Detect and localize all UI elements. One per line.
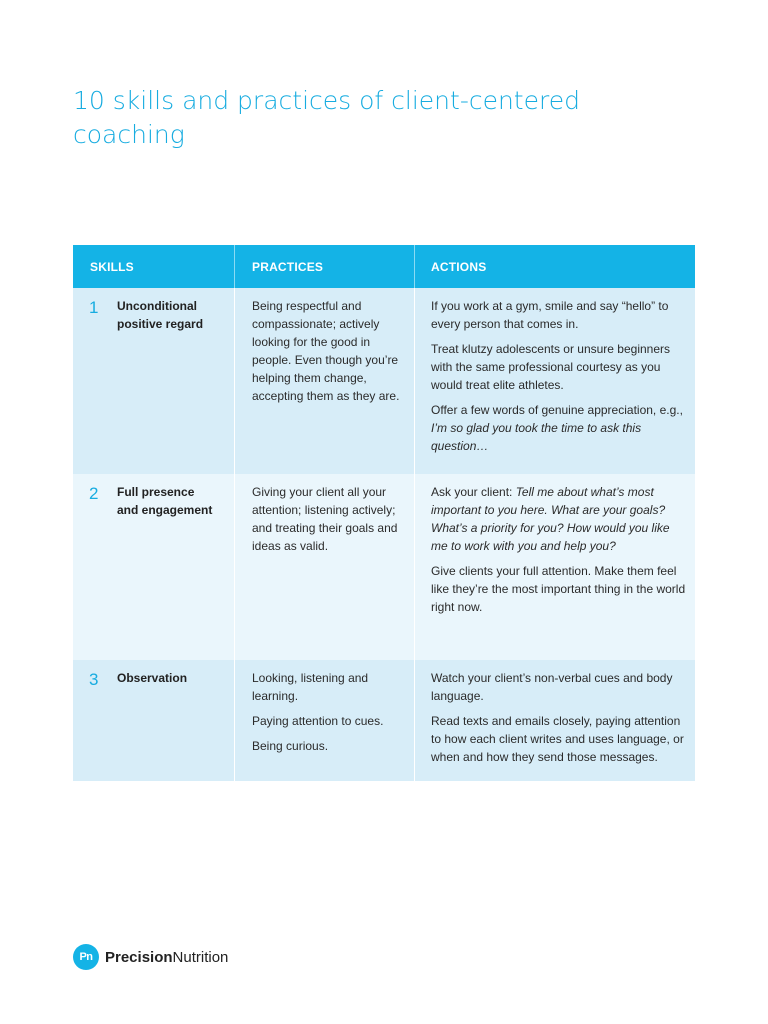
brand-footer (73, 944, 228, 970)
skills-table (73, 245, 695, 781)
page-title (73, 84, 633, 152)
skill-number: 2 (89, 484, 99, 503)
skill-number: 1 (89, 298, 99, 317)
page-title-line-1: 10 skills and practices of client-centered (73, 86, 580, 115)
practices-cell (234, 660, 414, 781)
action-text: Watch your client’s non-verbal cues and body language. (431, 671, 673, 703)
practice-text: Looking, listening and learning. (252, 671, 369, 703)
skill-name: Unconditional positive regard (117, 299, 204, 331)
header-practices: PRACTICES (234, 245, 414, 288)
table-header (73, 245, 695, 288)
action-text (431, 483, 699, 555)
action-text: Treat klutzy adolescents or unsure beginners with the same professional courtesy as you would treat elite athletes. (431, 342, 671, 392)
page-title-line-2: coaching (73, 120, 185, 149)
practices-cell (234, 288, 414, 474)
table-row (73, 288, 695, 474)
precision-nutrition-logo-icon: Pn (73, 944, 99, 970)
skill-name: Full presence and engagement (117, 485, 213, 517)
header-actions: ACTIONS (414, 245, 695, 288)
brand-name-bold: Precision (105, 948, 173, 966)
action-text-italic: Tell me about what’s most important to you here. What are your goals? What’s a priority for you? How would you like me to work with you and help you? (431, 485, 670, 553)
skill-number: 3 (89, 670, 99, 689)
practice-text: Being curious. (252, 739, 329, 753)
actions-cell (414, 474, 695, 660)
practices-cell (234, 474, 414, 660)
practice-text: Being respectful and compassionate; actively looking for the good in people. Even though you’re helping them change, accepting them as they are. (252, 299, 400, 403)
action-text: Give clients your full attention. Make them feel like they’re the most important thing in the world right now. (431, 564, 686, 614)
action-text-regular: Ask your client: (431, 485, 516, 499)
table-row (73, 474, 695, 660)
brand-name (105, 949, 228, 966)
skill-name: Observation (117, 671, 188, 685)
actions-cell (414, 660, 695, 781)
action-text: If you work at a gym, smile and say “hello” to every person that comes in. (431, 299, 669, 331)
table-row (73, 660, 695, 781)
practice-text: Paying attention to cues. (252, 714, 384, 728)
action-text-regular: Offer a few words of genuine appreciation, e.g., (431, 403, 683, 417)
skill-cell (73, 474, 234, 660)
practice-text: Giving your client all your attention; listening actively; and treating their goals and ideas as valid. (252, 485, 398, 553)
skill-cell (73, 660, 234, 781)
action-text-italic: I’m so glad you took the time to ask this question… (431, 421, 642, 453)
header-skills: SKILLS (90, 259, 134, 274)
brand-name-regular: Nutrition (172, 948, 229, 966)
skill-cell (73, 288, 234, 474)
actions-cell (414, 288, 695, 474)
action-text: Read texts and emails closely, paying attention to how each client writes and uses language, or when and how they send those messages. (431, 714, 684, 764)
action-text (431, 401, 699, 455)
